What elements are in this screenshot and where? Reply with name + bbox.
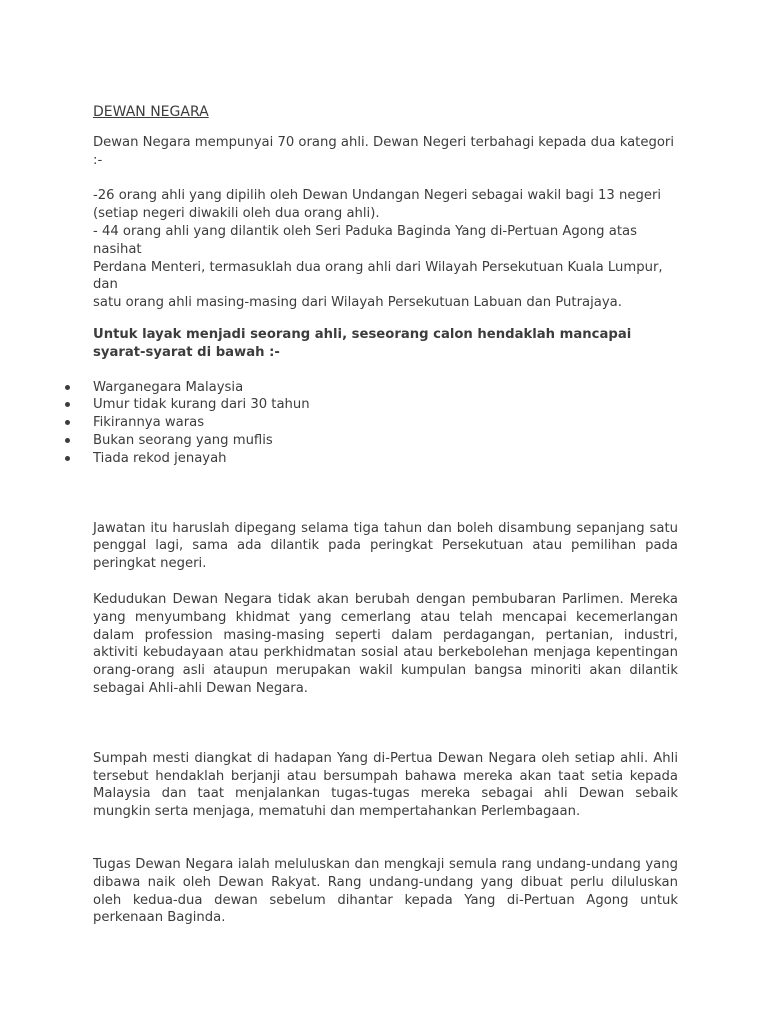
criteria-text: Fikirannya waras bbox=[93, 415, 205, 431]
criteria-text: Bukan seorang yang muflis bbox=[93, 432, 273, 448]
bullet-icon bbox=[65, 385, 70, 390]
intro-text: Dewan Negara mempunyai 70 orang ahli. Dewan Negeri terbahagi kepada dua kategori :- bbox=[93, 134, 674, 168]
paragraph-term: Jawatan itu haruslah dipegang selama tiga tahun dan boleh disambung sepanjang satu penggal lagi, sama ada dilantik pada peringkat Persekutuan atau pemilihan pada peringkat negeri. bbox=[93, 520, 678, 572]
criteria-item bbox=[93, 414, 678, 432]
category-line: -26 orang ahli yang dipilih oleh Dewan Undangan Negeri sebagai wakil bagi 13 negeri bbox=[93, 188, 662, 204]
category-line: Perdana Menteri, termasuklah dua orang ahli dari Wilayah Persekutuan Kuala Lumpur, dan bbox=[93, 259, 663, 293]
bullet-icon bbox=[65, 456, 70, 461]
criteria-text: Tiada rekod jenayah bbox=[93, 450, 227, 466]
bullet-icon bbox=[65, 420, 70, 425]
criteria-item bbox=[93, 450, 678, 468]
bullet-icon bbox=[65, 438, 70, 443]
criteria-list bbox=[93, 379, 678, 468]
category-line: satu orang ahli masing-masing dari Wilayah Persekutuan Labuan dan Putrajaya. bbox=[93, 295, 622, 311]
criteria-item bbox=[93, 432, 678, 450]
document-body bbox=[93, 104, 678, 927]
category-block bbox=[93, 187, 678, 312]
criteria-text: Umur tidak kurang dari 30 tahun bbox=[93, 397, 310, 413]
paragraph-position: Kedudukan Dewan Negara tidak akan berubah dengan pembubaran Parlimen. Mereka yang menyumbang khidmat yang cemerlang atau telah mencapai kecemerlangan dalam profession masing-masing seperti dalam perdagangan, pertanian, industri, aktiviti kebudayaan atau perkhidmatan sosial atau berkebolehan menjaga kepentingan orang-orang asli ataupun merupakan wakil kumpulan bangsa minoriti akan dilantik sebagai Ahli-ahli Dewan Negara. bbox=[93, 591, 678, 696]
bullet-icon bbox=[65, 402, 70, 407]
paragraph-oath: Sumpah mesti diangkat di hadapan Yang di-Pertua Dewan Negara oleh setiap ahli. Ahli tersebut hendaklah berjanji atau bersumpah bahawa mereka akan taat setia kepada Malaysia dan taat menjalankan tugas-tugas mereka sebagai ahli Dewan sebaik mungkin serta menjaga, mematuhi dan mempertahankan Perlembagaan. bbox=[93, 750, 678, 820]
eligibility-heading: Untuk layak menjadi seorang ahli, seseorang calon hendaklah mancapai syarat-syarat di bawah :- bbox=[93, 326, 632, 360]
criteria-item bbox=[93, 396, 678, 414]
criteria-text: Warganegara Malaysia bbox=[93, 379, 244, 395]
document-title: DEWAN NEGARA bbox=[93, 104, 209, 120]
paragraph-duties: Tugas Dewan Negara ialah meluluskan dan mengkaji semula rang undang-undang yang dibawa naik oleh Dewan Rakyat. Rang undang-undang yang dibuat perlu diluluskan oleh kedua-dua dewan sebelum dihantar kepada Yang di-Pertuan Agong untuk perkenaan Baginda. bbox=[93, 856, 678, 926]
category-line: (setiap negeri diwakili oleh dua orang ahli). bbox=[93, 206, 380, 222]
criteria-item bbox=[93, 379, 678, 397]
category-line: - 44 orang ahli yang dilantik oleh Seri Paduka Baginda Yang di-Pertuan Agong atas nasihat bbox=[93, 223, 637, 257]
